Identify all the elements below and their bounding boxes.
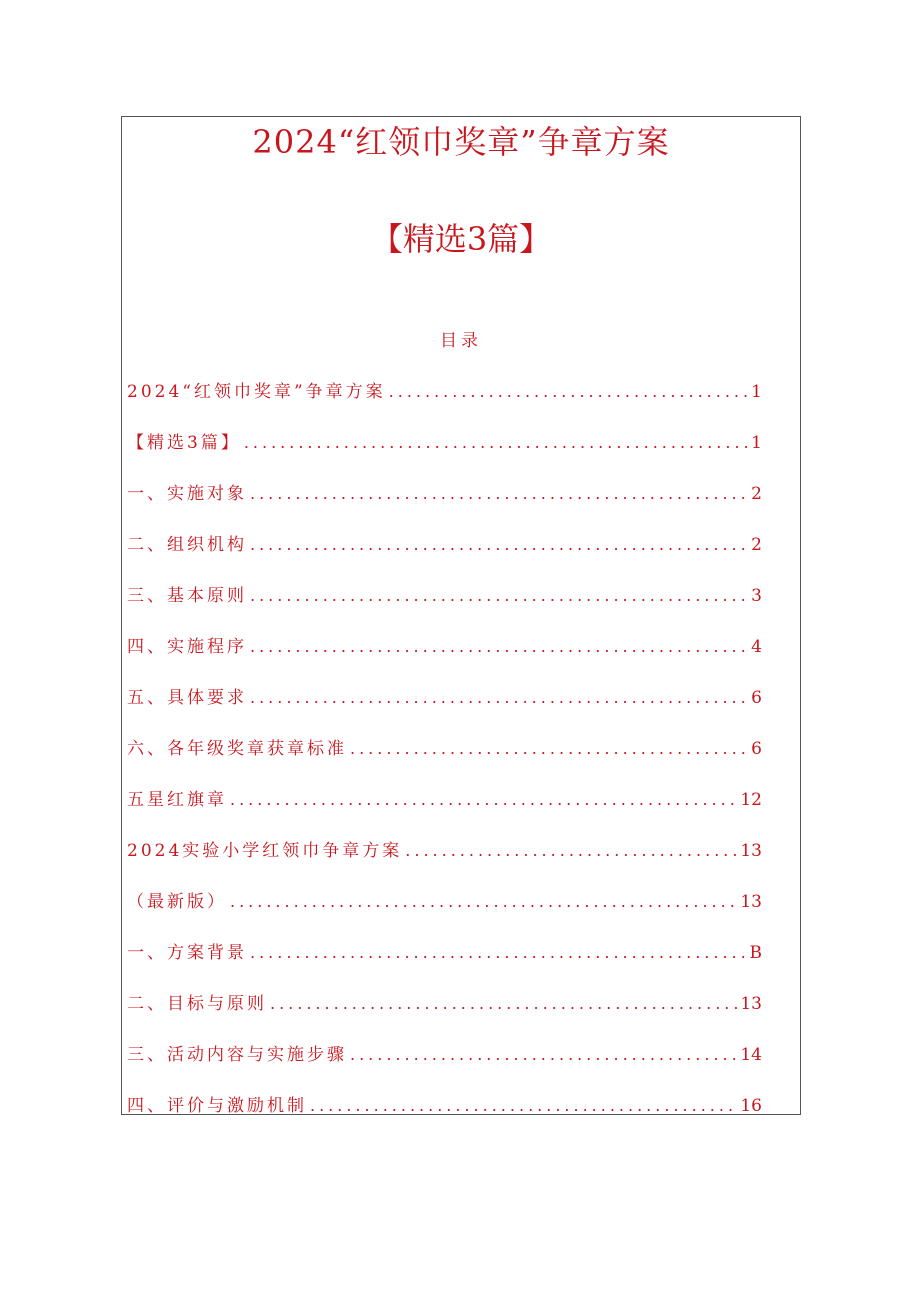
- document-title: 2024“红领巾奖章”争章方案: [252, 123, 670, 161]
- toc-entry-label: 四、实施程序: [127, 637, 247, 657]
- toc-entry-label: 二、目标与原则: [127, 994, 267, 1014]
- toc-entry-page: 1: [751, 382, 762, 402]
- toc-entry-page: 2: [751, 484, 762, 504]
- toc-entry-page: 4: [751, 637, 762, 657]
- toc-entry[interactable]: [127, 379, 762, 430]
- document-frame: [121, 116, 801, 1115]
- toc-dot-leader: [310, 1093, 737, 1119]
- toc-entry[interactable]: [127, 481, 762, 532]
- toc-entry[interactable]: [127, 991, 762, 1042]
- toc-entry-label: 三、基本原则: [127, 586, 247, 606]
- toc-entry-label: 2024“红领巾奖章”争章方案: [127, 382, 386, 402]
- toc-dot-leader: [250, 481, 748, 507]
- toc-entry-page: 13: [740, 994, 762, 1014]
- toc-entry[interactable]: [127, 634, 762, 685]
- toc-dot-leader: [250, 583, 748, 609]
- toc-entry[interactable]: [127, 532, 762, 583]
- toc-dot-leader: [250, 685, 748, 711]
- toc-entry[interactable]: [127, 736, 762, 787]
- toc-entry-label: 一、方案背景: [127, 943, 247, 963]
- toc-entry-label: 2024实验小学红领巾争章方案: [127, 841, 403, 861]
- toc-entry-page: 1: [751, 433, 762, 453]
- toc-entry-label: 二、组织机构: [127, 535, 247, 555]
- toc-entry-page: 2: [751, 535, 762, 555]
- toc-entry-page: 16: [740, 1096, 762, 1116]
- toc-entry-page: 12: [740, 790, 762, 810]
- toc-dot-leader: [389, 379, 749, 405]
- toc-entry-label: 五、具体要求: [127, 688, 247, 708]
- toc-heading: 目录: [440, 331, 482, 351]
- toc-dot-leader: [350, 1042, 737, 1068]
- toc-entry-page: B: [749, 943, 762, 963]
- toc-entry-page: 6: [751, 739, 762, 759]
- toc-entry[interactable]: [127, 1093, 762, 1144]
- toc-dot-leader: [405, 838, 737, 864]
- toc-entry[interactable]: [127, 1042, 762, 1093]
- toc-entry-page: 13: [740, 892, 762, 912]
- table-of-contents: [127, 379, 762, 1144]
- toc-entry[interactable]: [127, 787, 762, 838]
- toc-dot-leader: [270, 991, 737, 1017]
- toc-dot-leader: [230, 787, 737, 813]
- toc-entry[interactable]: [127, 838, 762, 889]
- toc-entry-label: 五星红旗章: [127, 790, 227, 810]
- toc-entry-label: 【精选3篇】: [127, 433, 241, 453]
- toc-entry-page: 13: [740, 841, 762, 861]
- toc-entry-label: 三、活动内容与实施步骤: [127, 1045, 347, 1065]
- toc-entry-label: 六、各年级奖章获章标准: [127, 739, 347, 759]
- toc-dot-leader: [244, 430, 748, 456]
- toc-entry-label: （最新版）: [127, 892, 227, 912]
- toc-dot-leader: [250, 634, 748, 660]
- toc-dot-leader: [250, 940, 747, 966]
- toc-dot-leader: [250, 532, 748, 558]
- toc-entry-page: 14: [740, 1045, 762, 1065]
- toc-entry[interactable]: [127, 940, 762, 991]
- toc-dot-leader: [230, 889, 737, 915]
- toc-entry[interactable]: [127, 685, 762, 736]
- toc-entry-page: 6: [751, 688, 762, 708]
- document-subtitle: 【精选3篇】: [370, 220, 552, 258]
- toc-entry[interactable]: [127, 430, 762, 481]
- toc-entry[interactable]: [127, 889, 762, 940]
- toc-dot-leader: [350, 736, 748, 762]
- toc-entry[interactable]: [127, 583, 762, 634]
- toc-entry-label: 一、实施对象: [127, 484, 247, 504]
- toc-entry-label: 四、评价与激励机制: [127, 1096, 307, 1116]
- toc-entry-page: 3: [751, 586, 762, 606]
